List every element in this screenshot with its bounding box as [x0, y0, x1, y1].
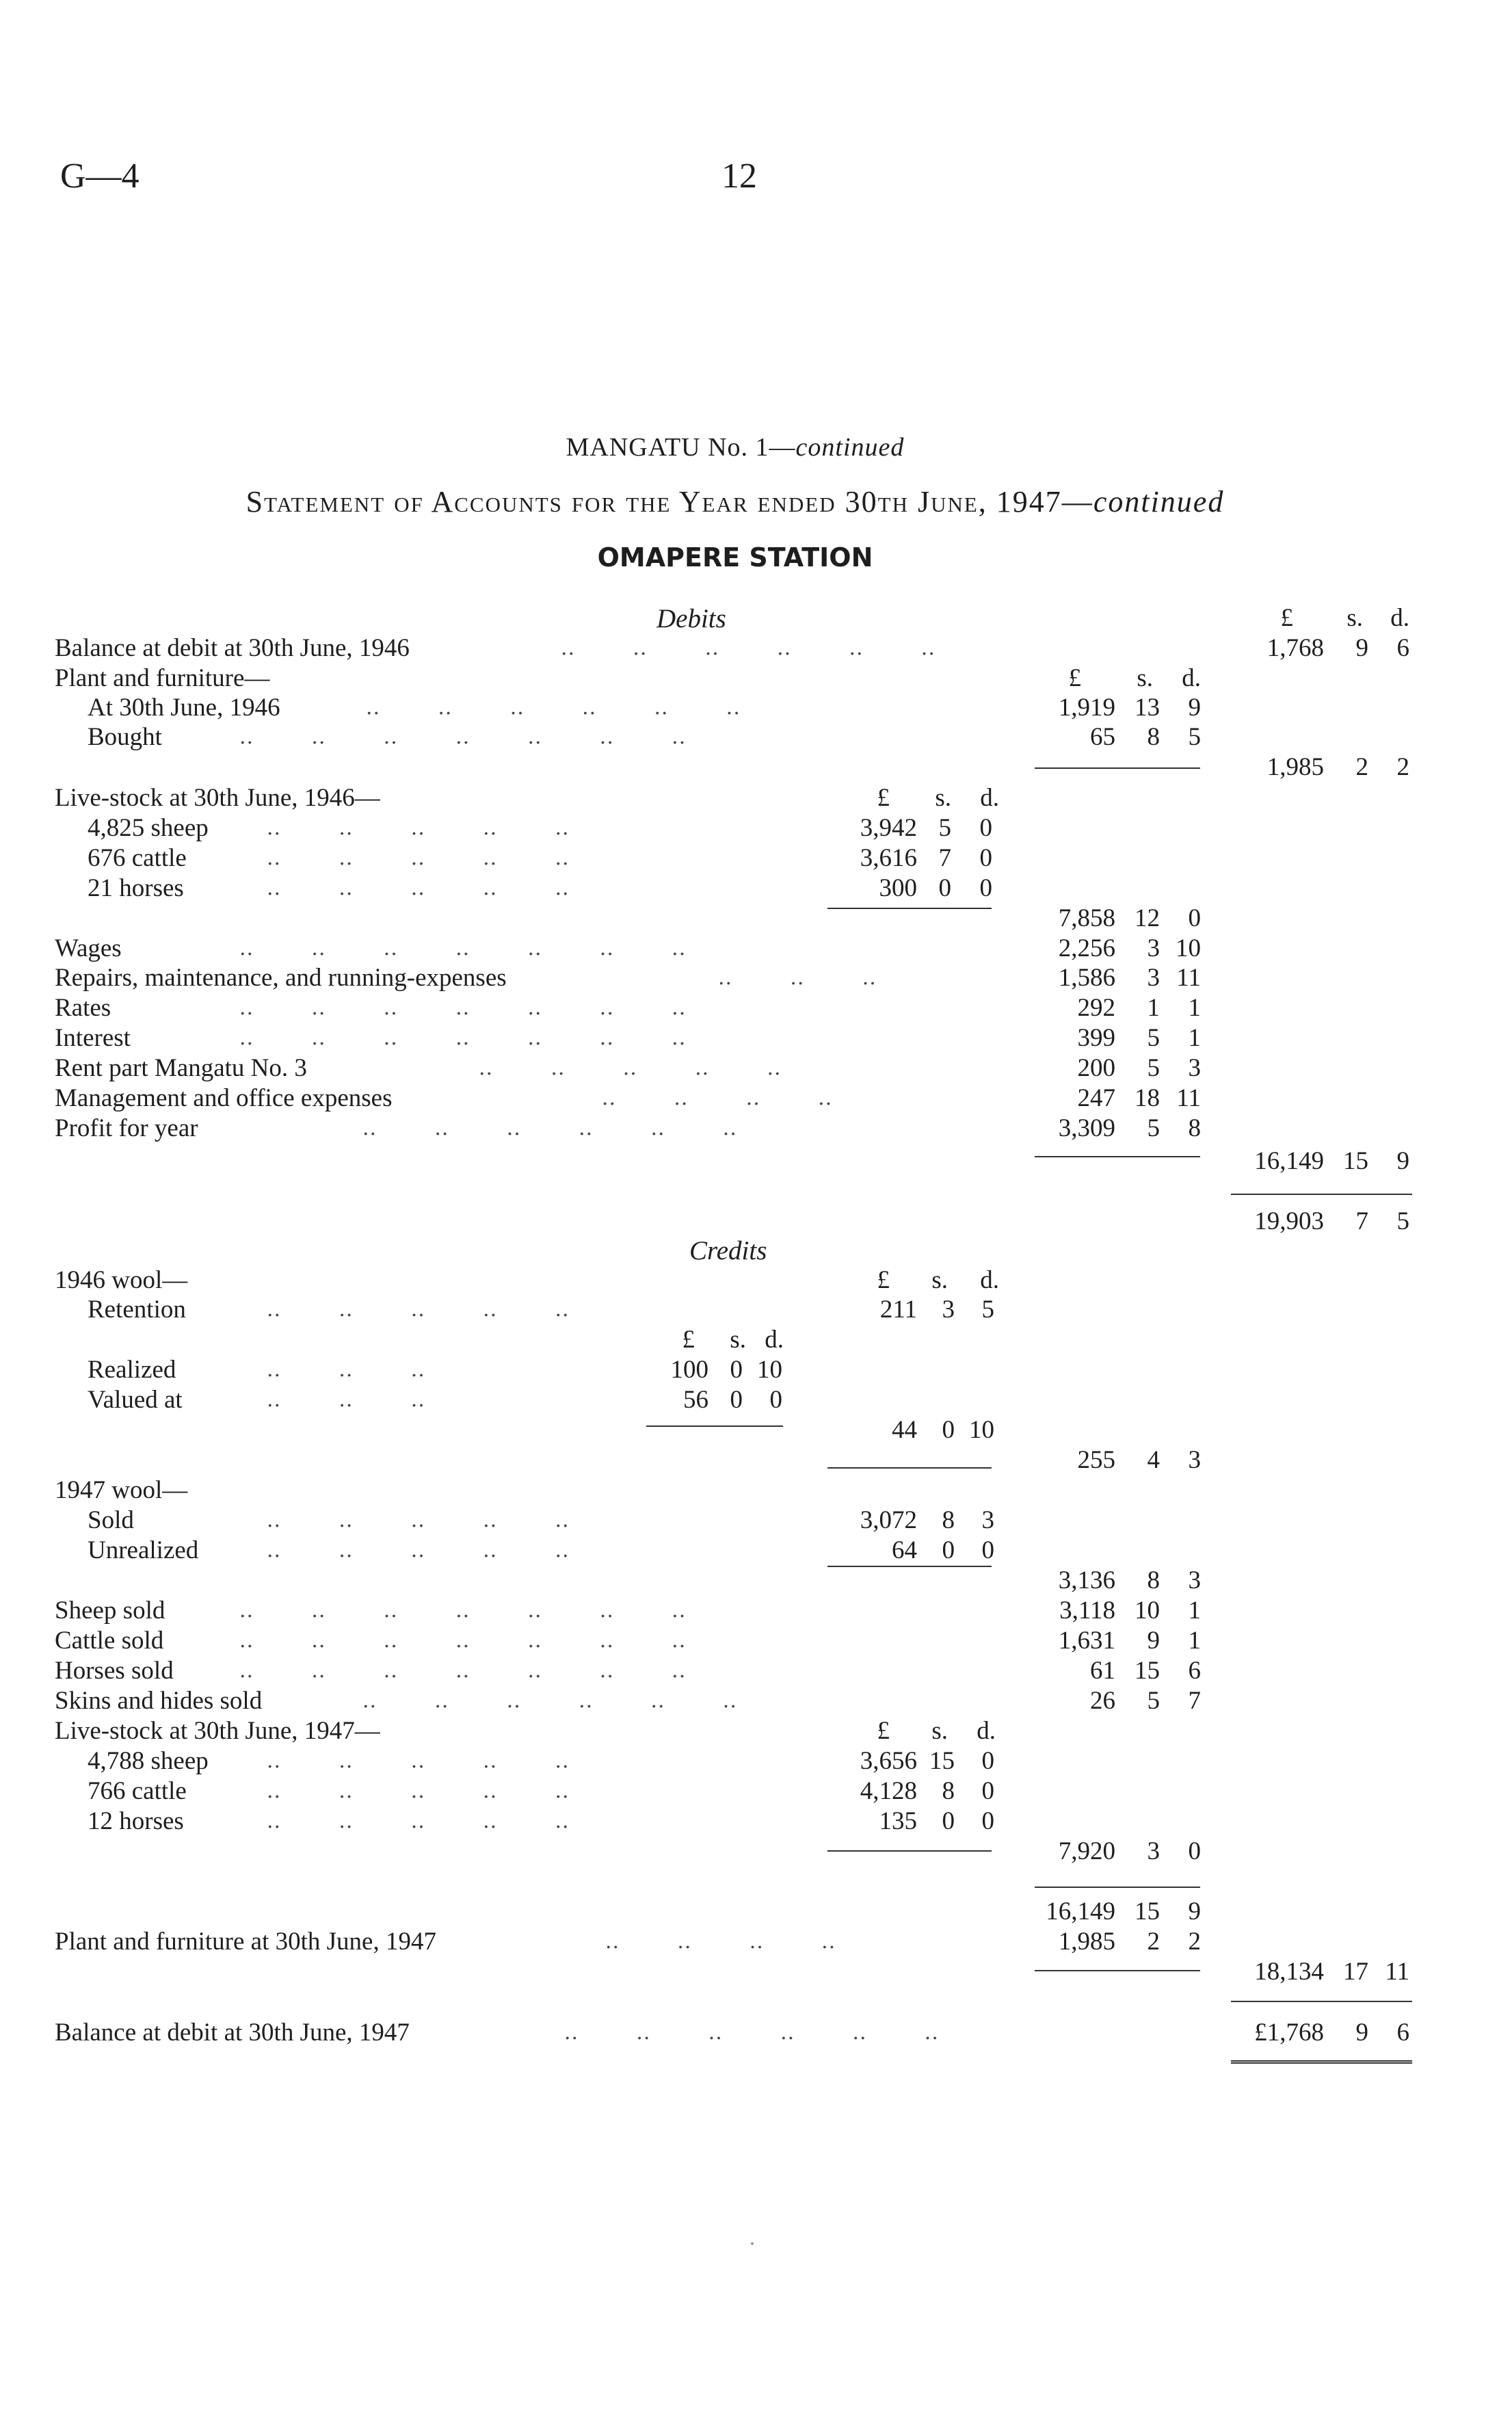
valued-label: Valued at	[88, 1386, 183, 1414]
livestock-1946-row-label: 21 horses	[88, 874, 184, 902]
col4-header-pounds: £	[1280, 604, 1293, 632]
col1-header-pence: d.	[765, 1326, 784, 1354]
leader-dots: .. .. .. .. .. .. ..	[239, 1659, 687, 1683]
livestock-1947-row-pounds: 3,656	[860, 1747, 917, 1775]
expense-shillings: 3	[1147, 964, 1160, 992]
expense-shillings: 5	[1147, 1024, 1160, 1052]
expense-shillings: 1	[1147, 994, 1160, 1022]
expense-pounds: 292	[1077, 994, 1115, 1022]
leader-dots: .. .. .. .. ..	[267, 1779, 570, 1803]
sale-label: Skins and hides sold	[55, 1687, 263, 1715]
retention-shillings: 3	[942, 1296, 955, 1324]
rule	[827, 908, 992, 909]
livestock-1947-row-shillings: 8	[942, 1777, 955, 1805]
col2-header-pence: d.	[980, 1266, 999, 1294]
sold-shillings: 8	[942, 1506, 955, 1534]
col2-header-shillings: s.	[935, 784, 951, 812]
rule	[1231, 2001, 1412, 2002]
wool-1947-total-pence: 3	[1188, 1566, 1201, 1594]
double-rule	[1231, 2060, 1412, 2064]
leader-dots: .. .. .. .. .. .. ..	[239, 936, 687, 960]
debit-balance-pounds: 1,768	[1266, 634, 1324, 662]
expense-shillings: 5	[1147, 1114, 1160, 1142]
leader-dots: .. .. .. .. .. .. ..	[239, 1026, 687, 1050]
sale-label: Sheep sold	[55, 1596, 165, 1625]
retention-label: Retention	[88, 1296, 186, 1324]
col3-header-shillings: s.	[1137, 664, 1153, 692]
sale-pence: 1	[1188, 1596, 1201, 1625]
plant-row-pence: 5	[1188, 723, 1201, 751]
expense-pence: 11	[1176, 964, 1201, 992]
expense-label: Repairs, maintenance, and running-expenses	[55, 964, 507, 992]
expense-pounds: 1,586	[1058, 964, 1115, 992]
col2-header-pounds: £	[877, 784, 890, 812]
sale-pounds: 61	[1090, 1657, 1115, 1685]
expense-label: Wages	[55, 934, 122, 962]
col2-header-pounds: £	[877, 1266, 890, 1294]
debit-total-pounds: 19,903	[1254, 1207, 1324, 1235]
col2-header-pounds: £	[877, 1717, 890, 1745]
debit-subtotal-pence: 9	[1396, 1147, 1409, 1175]
expense-pence: 3	[1188, 1054, 1201, 1082]
unrealized-label: Unrealized	[88, 1536, 199, 1564]
sale-pounds: 26	[1090, 1687, 1115, 1715]
livestock-1947-row-label: 4,788 sheep	[88, 1747, 209, 1775]
livestock-1946-row-shillings: 0	[938, 874, 951, 902]
plant-row-pounds: 65	[1090, 723, 1115, 751]
debits-heading: Debits	[656, 604, 726, 633]
expense-label: Profit for year	[55, 1114, 198, 1142]
document-code: G—4	[60, 157, 140, 196]
plant-1947-pence: 2	[1188, 1928, 1201, 1956]
credit-balance-pounds: £1,768	[1254, 2019, 1324, 2047]
sale-shillings: 10	[1135, 1596, 1160, 1625]
livestock-1946-row-pounds: 300	[879, 874, 917, 902]
leader-dots: .. .. .. .. .. ..	[366, 696, 741, 720]
leader-dots: .. .. .. .. .. .. ..	[239, 1629, 687, 1653]
col3-header-pence: d.	[1182, 664, 1201, 692]
credit-subtotal-pounds: 16,149	[1046, 1897, 1115, 1926]
statement-title-text: Statement of Accounts for the Year ended 30th June, 1947—	[246, 485, 1093, 518]
expense-pounds: 3,309	[1058, 1114, 1115, 1142]
credit-total-pounds: 18,134	[1254, 1958, 1324, 1986]
statement-title	[0, 484, 1470, 519]
expense-pounds: 399	[1077, 1024, 1115, 1052]
main-title	[0, 432, 1470, 462]
plant-total-pounds: 1,985	[1266, 753, 1324, 781]
expense-pence: 1	[1188, 1024, 1201, 1052]
expense-pounds: 200	[1077, 1054, 1115, 1082]
livestock-1947-row-pence: 0	[981, 1777, 994, 1805]
livestock-1946-row-pence: 0	[979, 874, 992, 902]
wool-1946-diff-pounds: 44	[892, 1416, 917, 1444]
credit-balance-shillings: 9	[1355, 2019, 1368, 2047]
leader-dots: .. .. .. .. ..	[267, 1538, 570, 1562]
livestock-1946-row-pence: 0	[979, 814, 992, 842]
col2-header-pence: d.	[977, 1717, 996, 1745]
col3-header-pounds: £	[1068, 664, 1081, 692]
livestock-1946-row-pounds: 3,616	[860, 844, 917, 872]
wool-1946-diff-pence: 10	[969, 1416, 994, 1444]
statement-title-continued: continued	[1093, 485, 1225, 518]
leader-dots: .. .. .. .. ..	[267, 1508, 570, 1532]
rule	[827, 1566, 992, 1567]
sale-pence: 1	[1188, 1627, 1201, 1655]
realized-pounds: 100	[670, 1356, 708, 1384]
expense-shillings: 5	[1147, 1054, 1160, 1082]
expense-label: Rates	[55, 994, 111, 1022]
expense-pence: 1	[1188, 994, 1201, 1022]
leader-dots: .. .. .. ..	[602, 1086, 833, 1110]
livestock-1947-row-shillings: 15	[929, 1747, 955, 1775]
col4-header-pence: d.	[1390, 604, 1409, 632]
leader-dots: .. .. .. .. .. ..	[561, 636, 936, 660]
plant-1947-shillings: 2	[1147, 1928, 1160, 1956]
livestock-1946-total-pounds: 7,858	[1058, 904, 1115, 932]
debit-balance-shillings: 9	[1355, 634, 1368, 662]
plant-label: Plant and furniture—	[55, 664, 270, 692]
credit-total-pence: 11	[1385, 1958, 1409, 1986]
wool-1947-total-pounds: 3,136	[1058, 1566, 1115, 1594]
wool-1946-total-pence: 3	[1188, 1446, 1201, 1474]
credit-balance-label: Balance at debit at 30th June, 1947	[55, 2019, 410, 2047]
plant-row-label: Bought	[88, 723, 162, 751]
wool-1946-total-pounds: 255	[1077, 1446, 1115, 1474]
rule	[646, 1425, 783, 1427]
col2-header-shillings: s.	[931, 1717, 948, 1745]
sale-pounds: 3,118	[1059, 1596, 1115, 1625]
livestock-1946-row-label: 676 cattle	[88, 844, 187, 872]
livestock-1947-row-label: 766 cattle	[88, 1777, 187, 1805]
station-title: OMAPERE STATION	[597, 542, 873, 573]
sale-label: Cattle sold	[55, 1627, 164, 1655]
sale-shillings: 9	[1147, 1627, 1160, 1655]
page-number: 12	[721, 157, 757, 196]
sold-label: Sold	[88, 1506, 134, 1534]
leader-dots: .. .. .. .. ..	[267, 1809, 570, 1833]
livestock-1946-row-pence: 0	[979, 844, 992, 872]
rule	[827, 1467, 992, 1469]
sale-shillings: 5	[1147, 1687, 1160, 1715]
leader-dots: .. .. ..	[718, 966, 877, 990]
leader-dots: .. .. .. .. .. .. ..	[239, 725, 687, 749]
leader-dots: .. .. .. .. .. ..	[564, 2021, 939, 2045]
expense-pounds: 2,256	[1058, 934, 1115, 962]
sale-label: Horses sold	[55, 1657, 174, 1685]
leader-dots: .. .. .. .. .. ..	[362, 1689, 737, 1713]
rule	[827, 1850, 992, 1852]
credits-heading: Credits	[689, 1236, 767, 1265]
page-mark	[751, 2242, 754, 2245]
sold-pence: 3	[981, 1506, 994, 1534]
leader-dots: .. .. .. .. ..	[267, 1298, 570, 1322]
livestock-1946-row-label: 4,825 sheep	[88, 814, 209, 842]
unrealized-pounds: 64	[892, 1536, 917, 1564]
col2-header-pence: d.	[980, 784, 999, 812]
expense-pence: 10	[1176, 934, 1201, 962]
sale-pounds: 1,631	[1058, 1627, 1115, 1655]
plant-row-pounds: 1,919	[1058, 694, 1115, 722]
plant-total-pence: 2	[1396, 753, 1409, 781]
realized-shillings: 0	[730, 1356, 743, 1384]
leader-dots: .. .. .. .. ..	[267, 876, 570, 900]
expense-shillings: 3	[1147, 934, 1160, 962]
leader-dots: .. .. ..	[267, 1388, 425, 1412]
wool-1946-total-shillings: 4	[1147, 1446, 1160, 1474]
plant-total-shillings: 2	[1355, 753, 1368, 781]
sale-pence: 7	[1188, 1687, 1201, 1715]
livestock-1947-total-shillings: 3	[1147, 1837, 1160, 1865]
livestock-1947-row-label: 12 horses	[88, 1807, 184, 1835]
livestock-1947-row-shillings: 0	[942, 1807, 955, 1835]
debit-subtotal-pounds: 16,149	[1254, 1147, 1324, 1175]
rule	[1035, 767, 1200, 769]
expense-pence: 8	[1188, 1114, 1201, 1142]
sale-pence: 6	[1188, 1657, 1201, 1685]
leader-dots: .. .. .. ..	[605, 1930, 836, 1954]
retention-pence: 5	[981, 1296, 994, 1324]
expense-label: Management and office expenses	[55, 1084, 393, 1112]
livestock-1947-row-pounds: 4,128	[860, 1777, 917, 1805]
rule	[1035, 1887, 1200, 1888]
livestock-1947-total-pounds: 7,920	[1058, 1837, 1115, 1865]
valued-shillings: 0	[730, 1386, 743, 1414]
credit-total-shillings: 17	[1343, 1958, 1368, 1986]
leader-dots: .. .. .. .. .. .. ..	[239, 1599, 687, 1622]
livestock-1946-row-pounds: 3,942	[860, 814, 917, 842]
expense-label: Rent part Mangatu No. 3	[55, 1054, 307, 1082]
col2-header-shillings: s.	[931, 1266, 948, 1294]
credit-subtotal-shillings: 15	[1135, 1897, 1160, 1926]
plant-1947-label: Plant and furniture at 30th June, 1947	[55, 1928, 436, 1956]
livestock-1946-total-shillings: 12	[1135, 904, 1160, 932]
rule	[1035, 1970, 1200, 1971]
col4-header-shillings: s.	[1347, 604, 1363, 632]
plant-1947-pounds: 1,985	[1058, 1928, 1115, 1956]
leader-dots: .. .. .. .. ..	[267, 1749, 570, 1773]
realized-pence: 10	[757, 1356, 782, 1384]
wool-1946-label: 1946 wool—	[55, 1266, 188, 1294]
valued-pence: 0	[769, 1386, 782, 1414]
leader-dots: .. .. ..	[267, 1358, 425, 1382]
main-title-continued: continued	[795, 433, 905, 462]
expense-pounds: 247	[1077, 1084, 1115, 1112]
credit-balance-pence: 6	[1396, 2019, 1409, 2047]
rule	[1231, 1194, 1412, 1195]
plant-row-label: At 30th June, 1946	[88, 694, 280, 722]
livestock-1946-total-pence: 0	[1188, 904, 1201, 932]
livestock-1947-total-pence: 0	[1188, 1837, 1201, 1865]
livestock-1946-row-shillings: 7	[938, 844, 951, 872]
col1-header-shillings: s.	[730, 1326, 746, 1354]
debit-subtotal-shillings: 15	[1343, 1147, 1368, 1175]
debit-balance-pence: 6	[1396, 634, 1409, 662]
leader-dots: .. .. .. .. ..	[267, 846, 570, 870]
wool-1947-total-shillings: 8	[1147, 1566, 1160, 1594]
debit-total-shillings: 7	[1355, 1207, 1368, 1235]
wool-1946-diff-shillings: 0	[942, 1416, 955, 1444]
main-title-text: MANGATU No. 1—	[566, 433, 796, 462]
leader-dots: .. .. .. .. ..	[479, 1056, 782, 1080]
expense-label: Interest	[55, 1024, 131, 1052]
plant-row-shillings: 13	[1135, 694, 1160, 722]
expense-shillings: 18	[1135, 1084, 1160, 1112]
unrealized-pence: 0	[981, 1536, 994, 1564]
unrealized-shillings: 0	[942, 1536, 955, 1564]
col1-header-pounds: £	[682, 1326, 695, 1354]
rule	[1035, 1156, 1200, 1157]
sale-shillings: 15	[1135, 1657, 1160, 1685]
wool-1947-label: 1947 wool—	[55, 1476, 188, 1504]
debit-balance-label: Balance at debit at 30th June, 1946	[55, 634, 410, 662]
sold-pounds: 3,072	[860, 1506, 917, 1534]
leader-dots: .. .. .. .. .. .. ..	[239, 996, 687, 1020]
livestock-1947-label: Live-stock at 30th June, 1947—	[55, 1717, 380, 1745]
retention-pounds: 211	[879, 1296, 917, 1324]
realized-label: Realized	[88, 1356, 176, 1384]
leader-dots: .. .. .. .. .. ..	[362, 1116, 737, 1140]
valued-pounds: 56	[683, 1386, 708, 1414]
livestock-1947-row-pence: 0	[981, 1807, 994, 1835]
livestock-1947-row-pounds: 135	[879, 1807, 917, 1835]
plant-row-pence: 9	[1188, 694, 1201, 722]
livestock-1946-label: Live-stock at 30th June, 1946—	[55, 784, 380, 812]
livestock-1946-row-shillings: 5	[938, 814, 951, 842]
livestock-1947-row-pence: 0	[981, 1747, 994, 1775]
credit-subtotal-pence: 9	[1188, 1897, 1201, 1926]
plant-row-shillings: 8	[1147, 723, 1160, 751]
leader-dots: .. .. .. .. ..	[267, 816, 570, 840]
debit-total-pence: 5	[1396, 1207, 1409, 1235]
expense-pence: 11	[1176, 1084, 1201, 1112]
